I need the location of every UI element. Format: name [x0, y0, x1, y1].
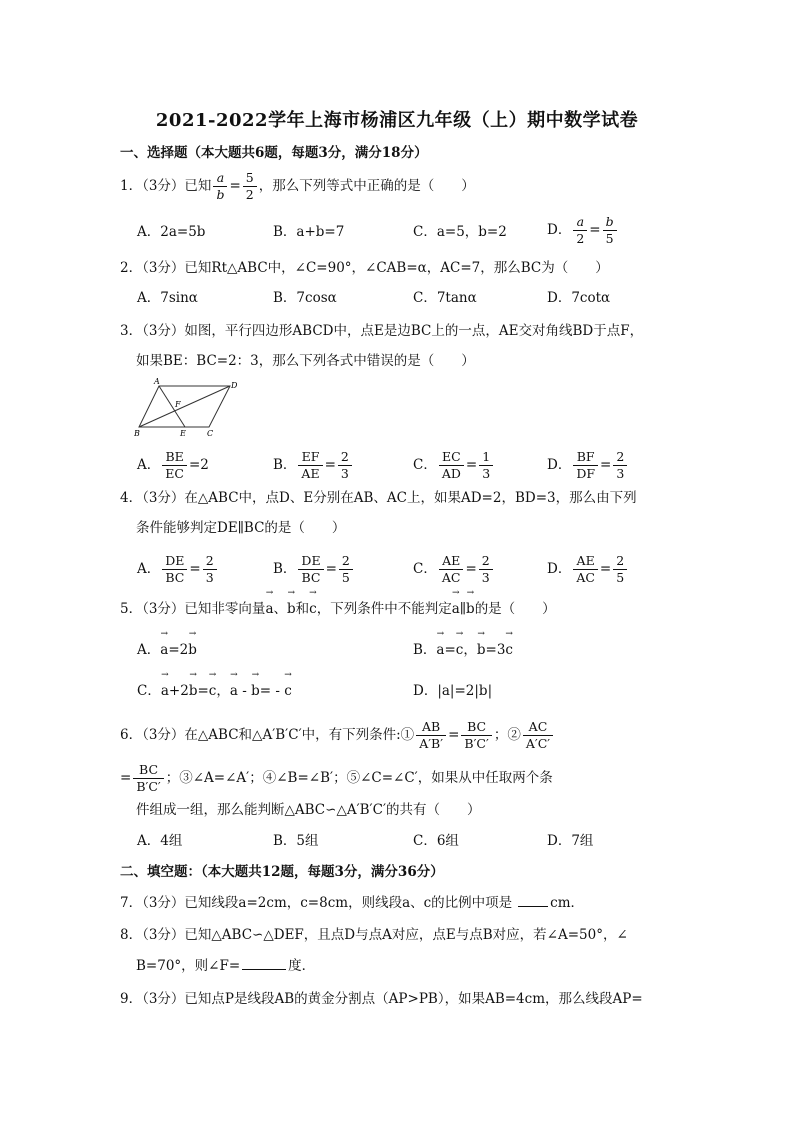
q4-option-c: C． $\frac{AE}{AC}$ = $\frac{2}{3}$ — [413, 553, 495, 586]
q5-option-d: D．|a|=2|b| — [413, 683, 493, 699]
answer-blank[interactable] — [242, 969, 286, 970]
q1-option-c: C．a=5，b=2 — [413, 224, 507, 240]
fraction-a-over-b: $\frac{a}{b}$ — [213, 170, 227, 203]
answer-blank[interactable] — [518, 906, 548, 907]
question-5: 5．（3分）已知非零向量→ a、→ b和→ c，下列条件中不能判定→ a∥→ b的是（ ） — [120, 599, 556, 619]
q2-option-b: B．7cosα — [273, 290, 337, 306]
fraction-5-over-2: $\frac{5}{2}$ — [243, 170, 257, 203]
segment-ae — [159, 386, 185, 427]
question-7: 7．（3分）已知线段a=2cm，c=8cm，则线段a、c的比例中项是 cm． — [120, 895, 585, 911]
q5-option-c: C．→ a+2→ b=→ c，→ a - → b= - → c — [137, 681, 292, 701]
q5-option-a: A．→ a=2→ b — [137, 640, 197, 660]
q3-option-a: A． $\frac{BE}{EC}$ =2 — [137, 449, 209, 481]
q3-option-c: C． $\frac{EC}{AD}$ = $\frac{1}{3}$ — [413, 449, 495, 482]
question-8-line-1: 8．（3分）已知△ABC∽△DEF，且点D与点A对应，点E与点B对应，若∠A=50°，∠ — [120, 927, 628, 943]
q2-option-c: C．7tanα — [413, 290, 477, 306]
label-point-e: E — [180, 429, 186, 438]
label-point-f: F — [175, 400, 181, 409]
q3-option-b: B． $\frac{EF}{AE}$ = $\frac{2}{3}$ — [273, 449, 354, 482]
question-1: 1．（3分）已知 $\frac{a}{b}$ = $\frac{5}{2}$ ，那么下列等式中正确的是（ ） — [120, 170, 475, 202]
question-6-line-2: = $\frac{BC}{B'C'}$ ；③∠A=∠A′；④∠B=∠B′；⑤∠C=∠C′，如果从中任取两个条 — [120, 762, 553, 794]
question-6-line-3: 件组成一组，那么能判断△ABC∽△A′B′C′的共有（ ） — [136, 802, 481, 818]
q6-option-c: C．6组 — [413, 833, 459, 849]
question-4-line-2: 条件能够判定DE∥BC的是（ ） — [136, 520, 346, 536]
q3-option-d: D． $\frac{BF}{DF}$ = $\frac{2}{3}$ — [547, 449, 629, 482]
q5-option-b: B．→ a=→ c，→ b=3→ c — [413, 640, 513, 660]
q1-option-b: B．a+b=7 — [273, 224, 345, 240]
q2-option-a: A．7sinα — [137, 290, 198, 306]
question-2: 2．（3分）已知Rt△ABC中，∠C=90°，∠CAB=α，AC=7，那么BC为（ ） — [120, 260, 609, 276]
q4-option-d: D． $\frac{AE}{AC}$ = $\frac{2}{5}$ — [547, 553, 629, 586]
label-point-d: D — [231, 381, 238, 390]
question-8-line-2: B=70°，则∠F= 度． — [136, 958, 316, 974]
diagonal-bd — [139, 386, 230, 427]
parallelogram-figure — [134, 376, 244, 440]
q2-option-d: D．7cotα — [547, 290, 611, 306]
q6-option-d: D．7组 — [547, 833, 594, 849]
question-6-line-1: 6．（3分）在△ABC和△A′B′C′中，有下列条件:① $\frac{AB}{A'B'}$ = $\frac{BC}{B'C'}$ ；② $\frac{AC}{A'C'}$ — [120, 719, 555, 752]
label-point-a: A — [154, 377, 160, 386]
section-choice-heading: 一、选择题（本大题共6题，每题3分，满分18分） — [120, 145, 428, 161]
q4-option-b: B． $\frac{DE}{BC}$ = $\frac{2}{5}$ — [273, 553, 355, 586]
question-3-line-1: 3．（3分）如图，平行四边形ABCD中，点E是边BC上的一点，AE交对角线BD于点F， — [120, 323, 644, 339]
question-3-line-2: 如果BE：BC=2：3，那么下列各式中错误的是（ ） — [136, 353, 475, 369]
exam-title: 2021-2022学年上海市杨浦区九年级（上）期中数学试卷 — [155, 110, 639, 131]
q4-option-a: A． $\frac{DE}{BC}$ = $\frac{2}{3}$ — [137, 553, 219, 586]
question-9-line-1: 9．（3分）已知点P是线段AB的黄金分割点（AP>PB），如果AB=4cm，那么线段AP= — [120, 991, 643, 1007]
q1-option-a: A．2a=5b — [137, 224, 206, 240]
q1-option-d: D． $\frac{a}{2}$ = $\frac{b}{5}$ — [547, 214, 619, 247]
q6-option-a: A．4组 — [137, 833, 183, 849]
q6-option-b: B．5组 — [273, 833, 319, 849]
label-point-c: C — [207, 429, 214, 438]
question-4-line-1: 4．（3分）在△ABC中，点D、E分别在AB、AC上，如果AD=2，BD=3，那么由下列 — [120, 490, 637, 506]
section-fill-heading: 二、填空题：（本大题共12题，每题3分，满分36分） — [120, 864, 444, 880]
label-point-b: B — [134, 429, 140, 438]
